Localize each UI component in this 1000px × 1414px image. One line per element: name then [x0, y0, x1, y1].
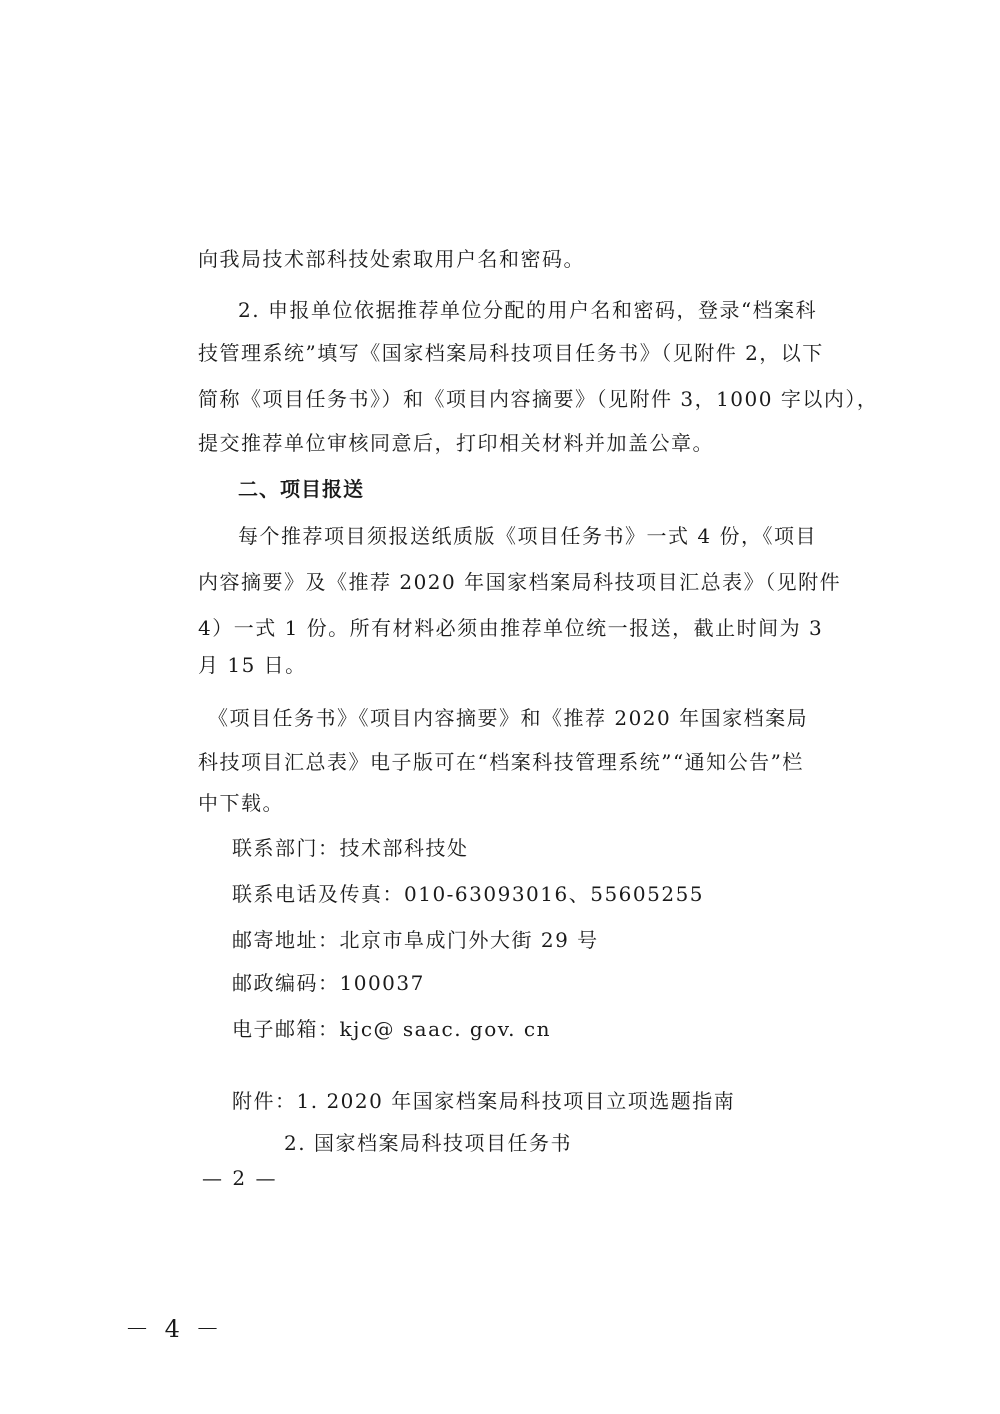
postal-code: 邮政编码：100037 [232, 971, 425, 995]
mailing-address: 邮寄地址：北京市阜成门外大街 29 号 [232, 928, 599, 952]
inner-page-number: — 2 — [202, 1166, 278, 1190]
text-line-2: 2. 申报单位依据推荐单位分配的用户名和密码，登录“档案科 [238, 298, 818, 322]
text-line-12: 科技项目汇总表》电子版可在“档案科技管理系统”“通知公告”栏 [198, 750, 804, 774]
attachment-2: 2. 国家档案局科技项目任务书 [284, 1131, 572, 1155]
text-line-9: 4）一式 1 份。所有材料必须由推荐单位统一报送，截止时间为 3 [198, 616, 824, 640]
text-line-5: 提交推荐单位审核同意后，打印相关材料并加盖公章。 [198, 431, 714, 455]
text-line-8: 内容摘要》及《推荐 2020 年国家档案局科技项目汇总表》（见附件 [198, 570, 842, 594]
text-line-11: 《项目任务书》《项目内容摘要》和《推荐 2020 年国家档案局 [208, 706, 809, 730]
text-line-4: 简称《项目任务书》）和《项目内容摘要》（见附件 3，1000 字以内）， [198, 387, 879, 411]
contact-department: 联系部门：技术部科技处 [232, 836, 469, 860]
email-address: 电子邮箱：kjc@ saac. gov. cn [232, 1017, 551, 1041]
attachment-1: 附件：1. 2020 年国家档案局科技项目立项选题指南 [232, 1089, 736, 1113]
text-line-10: 月 15 日。 [198, 653, 307, 677]
contact-phone-fax: 联系电话及传真：010-63093016、55605255 [232, 882, 705, 906]
text-line-13: 中下载。 [198, 791, 284, 815]
section-heading: 二、项目报送 [238, 477, 364, 501]
outer-page-number: － 4 － [125, 1315, 224, 1343]
text-line-7: 每个推荐项目须报送纸质版《项目任务书》一式 4 份，《项目 [238, 524, 817, 548]
text-line-1: 向我局技术部科技处索取用户名和密码。 [198, 247, 585, 271]
text-line-3: 技管理系统”填写《国家档案局科技项目任务书》（见附件 2，以下 [198, 341, 824, 365]
